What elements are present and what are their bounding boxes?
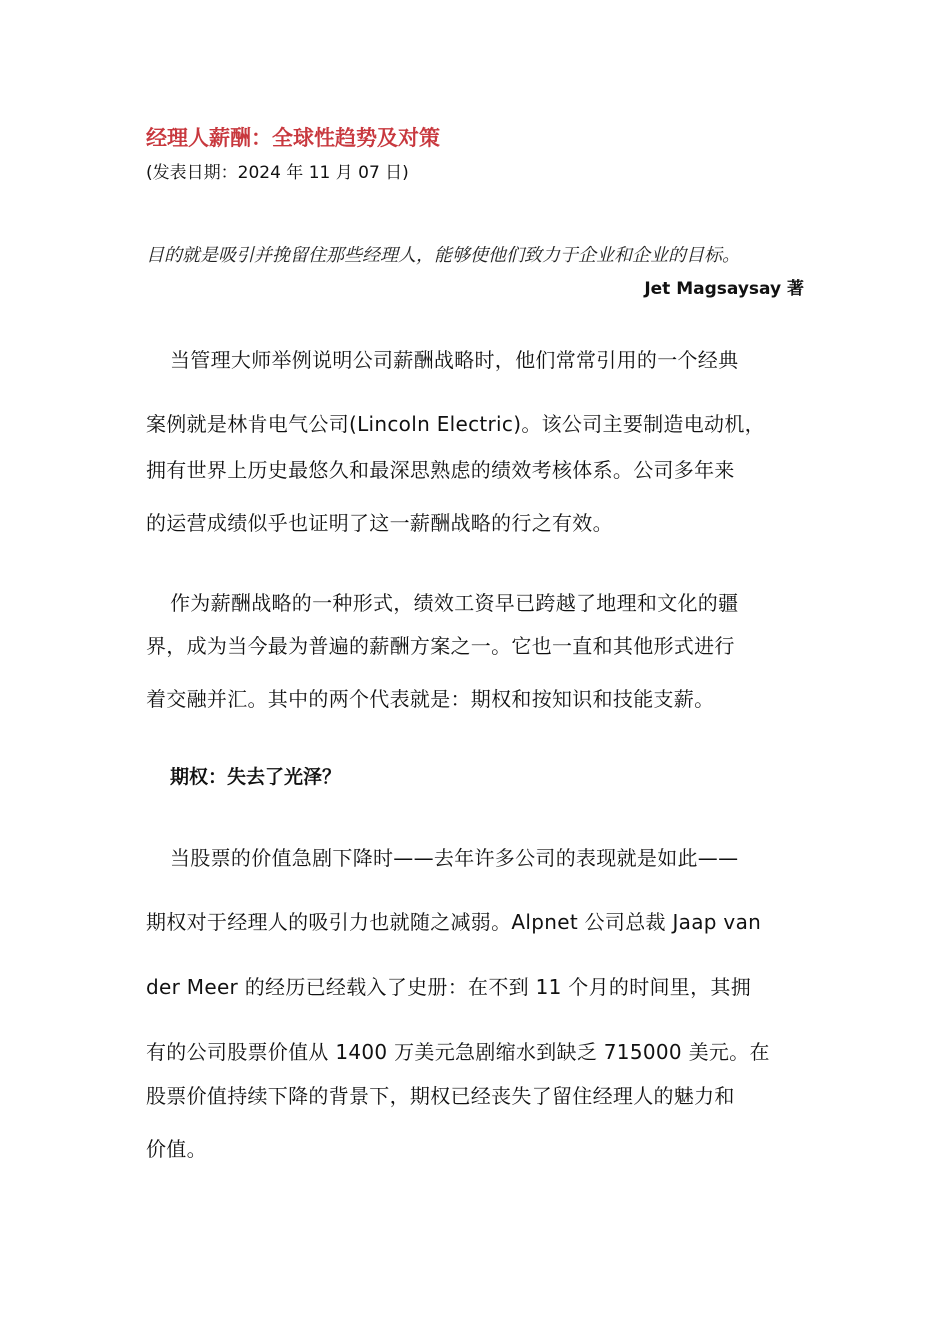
paragraph-1-line-1: 当管理大师举例说明公司薪酬战略时，他们常常引用的一个经典 [170, 348, 739, 372]
epigraph-quote: 目的就是吸引并挽留住那些经理人，能够使他们致力于企业和企业的目标。 [146, 245, 740, 266]
paragraph-1-line-3: 拥有世界上历史最悠久和最深思熟虑的绩效考核体系。公司多年来 [146, 458, 735, 482]
paragraph-3-line-4: 有的公司股票价值从 1400 万美元急剧缩水到缺乏 715000 美元。在 [146, 1040, 770, 1064]
paragraph-1-line-2: 案例就是林肯电气公司(Lincoln Electric)。该公司主要制造电动机， [146, 412, 765, 436]
paragraph-2-line-2: 界，成为当今最为普遍的薪酬方案之一。它也一直和其他形式进行 [146, 634, 735, 658]
publish-date: (发表日期：2024 年 11 月 07 日) [146, 163, 409, 183]
paragraph-3-line-6: 价值。 [146, 1137, 207, 1161]
paragraph-3-line-2: 期权对于经理人的吸引力也就随之减弱。Alpnet 公司总裁 Jaap van [146, 910, 762, 934]
paragraph-1-line-4: 的运营成绩似乎也证明了这一薪酬战略的行之有效。 [146, 511, 613, 535]
paragraph-3-line-3: der Meer 的经历已经载入了史册：在不到 11 个月的时间里，其拥 [146, 975, 751, 999]
paragraph-3-line-5: 股票价值持续下降的背景下，期权已经丧失了留住经理人的魅力和 [146, 1084, 735, 1108]
section-heading: 期权：失去了光泽？ [170, 766, 342, 788]
paragraph-2-line-3: 着交融并汇。其中的两个代表就是：期权和按知识和技能支薪。 [146, 687, 715, 711]
author-byline: Jet Magsaysay 著 [644, 279, 804, 299]
article-title: 经理人薪酬：全球性趋势及对策 [146, 126, 440, 150]
paragraph-2-line-1: 作为薪酬战略的一种形式，绩效工资早已跨越了地理和文化的疆 [170, 591, 739, 615]
paragraph-3-line-1: 当股票的价值急剧下降时——去年许多公司的表现就是如此—— [170, 846, 739, 870]
